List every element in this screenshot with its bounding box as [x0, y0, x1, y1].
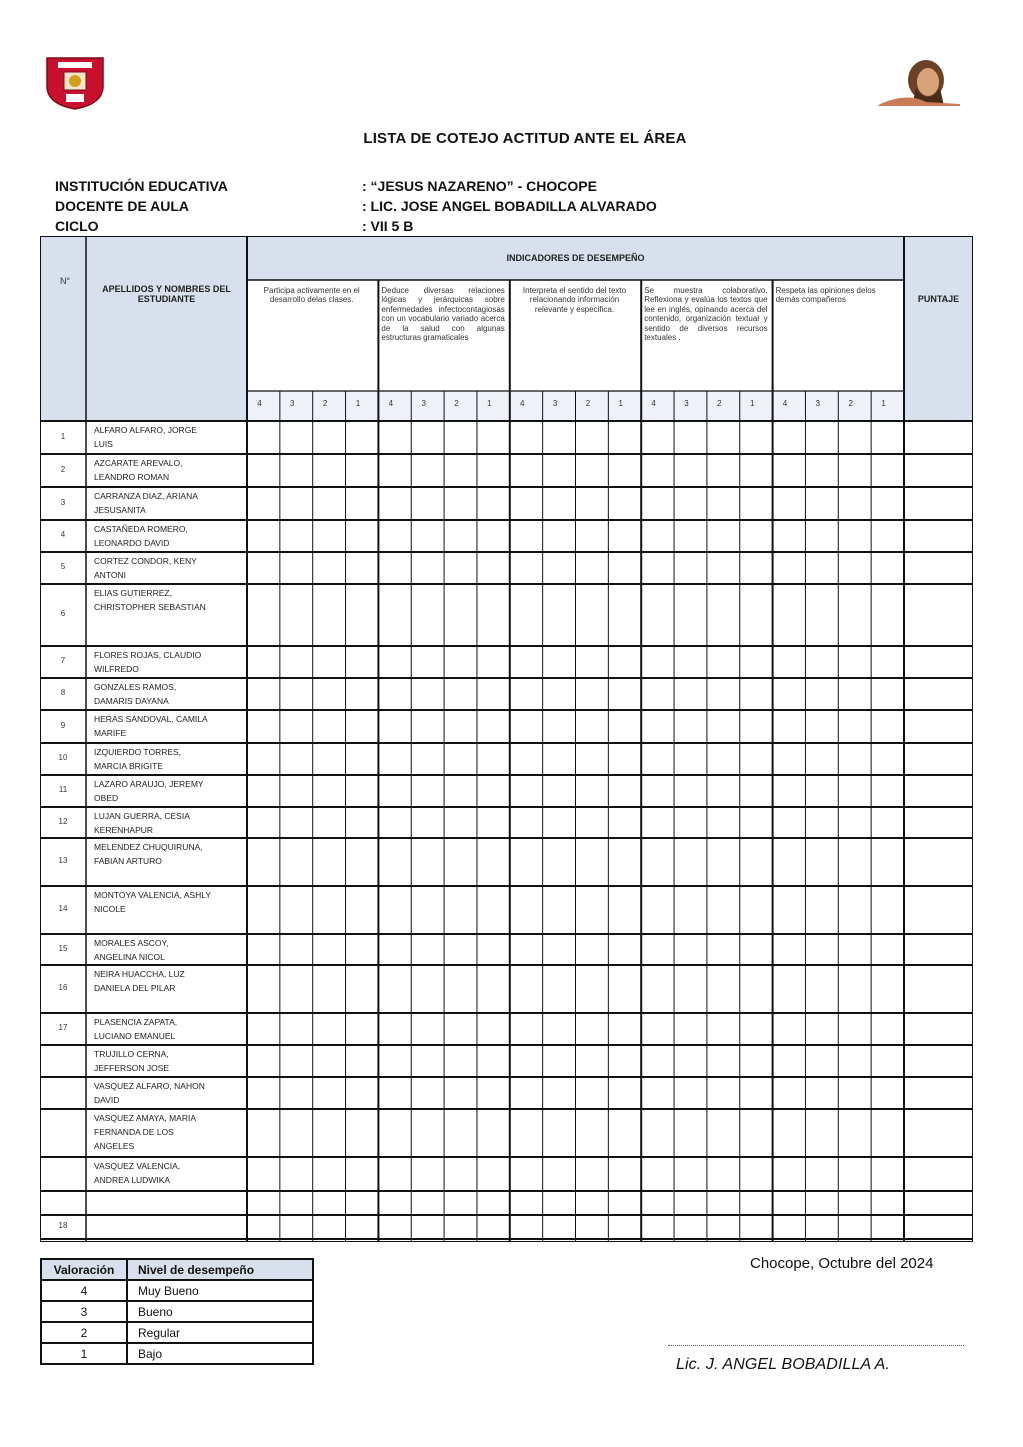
legend-value: 4	[41, 1280, 127, 1301]
score-header: 3	[552, 399, 558, 408]
student-name: VASQUEZ VALENCIA, ANDREA LUDWIKA	[94, 1161, 181, 1185]
row-number: 7	[60, 656, 66, 665]
student-name: IZQUIERDO TORRES, MARCIA BRIGITE	[94, 747, 182, 771]
legend-table	[40, 1258, 314, 1365]
row-number: 10	[58, 753, 68, 762]
score-header: 1	[487, 399, 492, 408]
row-number: 12	[58, 816, 68, 826]
info-label: DOCENTE DE AULA	[55, 198, 190, 214]
student-name: MORALES ASCOY, ANGELINA NICOL	[94, 938, 169, 962]
student-name: CASTAÑEDA ROMERO, LEONARDO DAVID	[94, 524, 188, 548]
student-name: HERAS SANDOVAL, CAMILA MARIFE	[94, 714, 208, 738]
indicator-2: Deduce diversas relaciones lógicas y jerárquicas sobre enfermedades infectocontagiosas con un vocabulario variado acerca de la salud con algunas estructuras gramaticales	[381, 286, 505, 343]
info-value: : VII 5 B	[362, 218, 414, 234]
score-header: 2	[585, 399, 591, 408]
signature-line	[668, 1345, 964, 1346]
row-number: 3	[60, 497, 66, 507]
row-number: 2	[60, 464, 66, 474]
checklist-table	[40, 236, 973, 1242]
indicator-1: Participa activamente en el desarrollo delas clases.	[263, 286, 360, 305]
score-header: 2	[454, 399, 459, 408]
student-name: ELIAS GUTIERREZ, CHRISTOPHER SEBASTIAN	[94, 588, 206, 612]
info-label: CICLO	[55, 218, 99, 234]
student-name: LUJAN GUERRA, CESIA KERENHAPUR	[94, 811, 190, 835]
score-header: 4	[519, 399, 525, 408]
place-date: Chocope, Octubre del 2024	[750, 1255, 934, 1272]
indicator-4: Se muestra colaborativo, Reflexiona y evalúa los textos que lee en inglés, opinando acerca del contenido, organización textual y sentido de diversos recursos textuales .	[644, 286, 768, 343]
row-number: 18	[58, 1221, 68, 1230]
score-header: 3	[421, 399, 426, 408]
row-number: 8	[60, 688, 66, 697]
row-number: 1	[60, 431, 66, 441]
row-number: 16	[58, 983, 68, 992]
student-name: VASQUEZ AMAYA, MARIA FERNANDA DE LOS ANGELES	[94, 1113, 196, 1151]
score-header: 3	[290, 399, 295, 408]
student-name: GONZALES RAMOS, DAMARIS DAYANA	[94, 682, 177, 706]
page-title: LISTA DE COTEJO ACTITUD ANTE EL ÁREA	[363, 130, 687, 147]
legend-level: Bajo	[127, 1343, 313, 1364]
info-value: : “JESUS NAZARENO” - CHOCOPE	[362, 178, 597, 194]
row-number: 14	[58, 904, 68, 913]
legend-header-nivel: Nivel de desempeño	[127, 1259, 313, 1280]
student-name: ALFARO ALFARO, JORGE LUIS	[94, 425, 197, 449]
row-number: 5	[60, 562, 66, 571]
student-name: VASQUEZ ALFARO, NAHON DAVID	[94, 1081, 205, 1105]
jesus-portrait-image	[878, 58, 960, 106]
score-header: 1	[749, 399, 755, 408]
row-number: 17	[58, 1023, 68, 1032]
row-number: 9	[60, 720, 66, 730]
row-number: 6	[60, 609, 66, 618]
indicator-3: Interpreta el sentido del texto relacionando información relevante y especifica.	[522, 286, 627, 314]
info-label: INSTITUCIÓN EDUCATIVA	[55, 178, 228, 194]
row-number: 4	[60, 530, 66, 539]
student-name: MONTOYA VALENCIA, ASHLY NICOLE	[94, 890, 211, 914]
score-header: 4	[651, 399, 656, 408]
student-name: NEIRA HUACCHA, LUZ DANIELA DEL PILAR	[94, 969, 185, 993]
legend-value: 2	[41, 1322, 127, 1343]
student-name: TRUJILLO CERNA, JEFFERSON JOSE	[94, 1049, 170, 1073]
header-score: PUNTAJE	[917, 294, 960, 304]
score-header: 1	[618, 399, 623, 408]
score-header: 3	[684, 399, 689, 408]
score-header: 4	[782, 399, 788, 408]
score-header: 1	[881, 399, 886, 408]
student-name: CARRANZA DIAZ, ARIANA JESUSANITA	[94, 491, 198, 515]
student-name: FLORES ROJAS, CLAUDIO WILFREDO	[94, 650, 202, 674]
header-student-name: APELLIDOS Y NOMBRES DEL ESTUDIANTE	[102, 284, 231, 304]
legend-level: Muy Bueno	[127, 1280, 313, 1301]
row-number: 11	[58, 785, 68, 794]
legend-value: 3	[41, 1301, 127, 1322]
indicator-5: Respeta las opiniones delos demás compañeros	[775, 286, 876, 305]
score-header: 2	[717, 399, 722, 408]
student-name: CORTEZ CONDOR, KENY ANTONI	[94, 556, 197, 580]
score-header: 4	[388, 399, 394, 408]
row-number: 15	[58, 943, 68, 953]
student-name: PLASENCIA ZAPATA, LUCIANO EMANUEL	[94, 1017, 178, 1041]
score-header: 4	[257, 399, 262, 408]
student-name: AZCARATE AREVALO, LEANDRO ROMAN	[94, 458, 183, 482]
row-number: 13	[58, 856, 68, 865]
score-header: 2	[322, 399, 328, 408]
legend-header-valoracion: Valoración	[41, 1259, 127, 1280]
legend-value: 1	[41, 1343, 127, 1364]
student-name: LAZARO ARAUJO, JEREMY OBED	[94, 779, 204, 803]
school-crest-logo	[44, 56, 106, 110]
header-number: N°	[59, 276, 71, 286]
legend-level: Regular	[127, 1322, 313, 1343]
score-header: 2	[848, 399, 853, 408]
score-header: 1	[355, 399, 361, 408]
header-indicators: INDICADORES DE DESEMPEÑO	[506, 253, 645, 263]
score-header: 3	[815, 399, 821, 408]
signature-name: Lic. J. ANGEL BOBADILLA A.	[676, 1356, 890, 1373]
student-name: MELENDEZ CHUQUIRUNA, FABIAN ARTURO	[94, 842, 203, 866]
info-value: : LIC. JOSE ANGEL BOBADILLA ALVARADO	[362, 198, 657, 214]
legend-level: Bueno	[127, 1301, 313, 1322]
